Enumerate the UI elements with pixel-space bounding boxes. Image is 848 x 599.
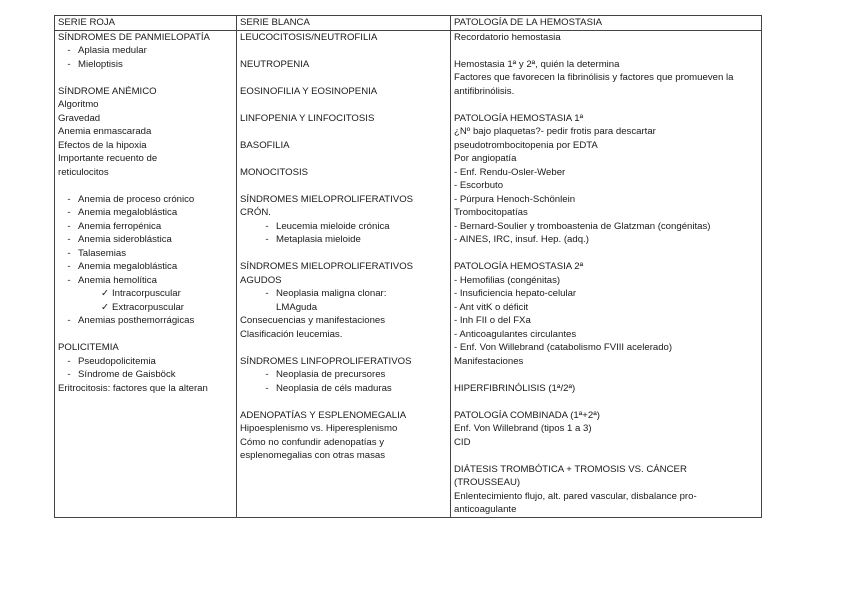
text-line: Cómo no confundir adenopatías y esplenomegalias con otras masas (240, 436, 386, 461)
text-line: Factores que favorecen la fibrinólisis y factores que promueven la antifibrinólisis. (454, 72, 734, 97)
text-line: Hemostasia 1ª y 2ª, quién la determina (454, 58, 620, 70)
combinada-title: PATOLOGÍA COMBINADA (1ª+2ª) (454, 409, 600, 421)
text-line: - Púrpura Henoch-Schönlein (454, 193, 576, 205)
list-item: - Neoplasia maligna clonar: (265, 288, 387, 299)
list-item: - Leucemia mieloide crónica (265, 220, 390, 232)
list-item: ✓ Extracorpuscular (58, 301, 233, 315)
text-line: - Anticoagulantes circulantes (454, 328, 577, 340)
linfopenia-title: LINFOPENIA Y LINFOCITOSIS (240, 112, 375, 124)
basofilia-title: BASOFILIA (240, 139, 290, 151)
list-item: - Neoplasia de precursores (265, 369, 386, 380)
policitemia-title: POLICITEMIA (58, 342, 119, 353)
neutropenia-title: NEUTROPENIA (240, 58, 310, 70)
list-item: - Neoplasia de céls maduras (265, 382, 392, 394)
serie-blanca-column (237, 30, 451, 517)
text-line: Consecuencias y manifestaciones (240, 315, 386, 326)
text-line: Anemia enmascarada (58, 126, 152, 137)
text-line: Algoritmo (58, 99, 99, 110)
header-serie-blanca: SERIE BLANCA (237, 16, 451, 31)
serie-roja-column (55, 30, 237, 517)
hemostasia-2-title: PATOLOGÍA HEMOSTASIA 2ª (454, 261, 584, 272)
header-hemostasia: PATOLOGÍA DE LA HEMOSTASIA (451, 16, 762, 31)
hiperfibrinolisis-title: HIPERFIBRINÓLISIS (1ª/2ª) (454, 382, 576, 394)
text-line: CID (454, 436, 471, 448)
checkmark-icon: ✓ (100, 301, 110, 313)
text-line: - Ant vitK o déficit (454, 301, 529, 313)
text-line: Hipoesplenismo vs. Hiperesplenismo (240, 423, 398, 434)
list-item: - Mieloptisis (67, 58, 123, 70)
header-row (55, 16, 762, 31)
list-item: - Anemia megaloblástica (67, 261, 178, 272)
text-line: Efectos de la hipoxia (58, 139, 147, 151)
text-line: Recordatorio hemostasia (454, 31, 561, 43)
list-item: - Talasemias (67, 247, 126, 259)
text-line: Manifestaciones (454, 355, 524, 367)
eosinofilia-title: EOSINOFILIA Y EOSINOPENIA (240, 85, 378, 97)
list-item: ✓ Intracorpuscular (58, 287, 233, 301)
list-item: - Anemia hemolítica (67, 274, 157, 286)
list-item: - Metaplasia mieloide (265, 234, 361, 245)
text-line: - Insuficiencia hepato-celular (454, 288, 577, 299)
list-item: - Anemia ferropénica (67, 220, 162, 232)
text-line: - Escorbuto (454, 180, 504, 191)
text-line: - Inh FII o del FXa (454, 315, 531, 326)
checkmark-icon: ✓ (100, 288, 110, 299)
monocitosis-title: MONOCITOSIS (240, 166, 309, 178)
smp-agudos-title: SÍNDROMES MIELOPROLIFERATIVOS AGUDOS (240, 261, 414, 286)
anemico-title: SÍNDROME ANÉMICO (58, 85, 157, 97)
smp-cronicos-title: SÍNDROMES MIELOPROLIFERATIVOS CRÓN. (240, 193, 414, 218)
list-item: - Aplasia medular (67, 45, 147, 56)
text-line: Eritrocitosis: factores que la alteran (58, 382, 208, 394)
text-line: - Enf. Rendu-Osler-Weber (454, 166, 566, 178)
adenopatias-title: ADENOPATÍAS Y ESPLENOMEGALIA (240, 409, 407, 421)
list-item: - Pseudopolicitemia (67, 355, 156, 367)
syllabus-table (54, 15, 762, 518)
list-item: - Anemia de proceso crónico (67, 193, 195, 205)
text-line: Gravedad (58, 112, 101, 124)
hemostasia-1-title: PATOLOGÍA HEMOSTASIA 1ª (454, 112, 584, 124)
text-line: Trombocitopatías (454, 207, 528, 218)
leucocitosis-title: LEUCOCITOSIS/NEUTROFILIA (240, 31, 378, 43)
list-item-continuation: LMAguda (276, 301, 318, 313)
text-line: ¿Nº bajo plaquetas?- pedir frotis para descartar pseudotrombocitopenia por EDTA (454, 126, 656, 151)
list-item: - Anemias posthemorrágicas (67, 315, 195, 326)
text-line: - Enf. Von Willebrand (catabolismo FVIII acelerado) (454, 342, 673, 353)
diatesis-title: DIÁTESIS TROMBÓTICA + TROMOSIS VS. CÁNCER (TROUSSEAU) (454, 463, 687, 488)
text-line: Enlentecimiento flujo, alt. pared vascular, disbalance pro-anticoagulante (454, 490, 697, 515)
text-line: Enf. Von Willebrand (tipos 1 a 3) (454, 423, 592, 434)
content-row (55, 30, 762, 517)
text-line: - Bernard-Soulier y tromboastenia de Glatzman (congénitas) (454, 220, 711, 232)
panmielopatia-title: SÍNDROMES DE PANMIELOPATÍA (58, 31, 210, 43)
slp-title: SÍNDROMES LINFOPROLIFERATIVOS (240, 355, 412, 367)
hemostasia-column (451, 30, 762, 517)
text-line: - Hemofilias (congénitas) (454, 274, 561, 286)
text-line: Por angiopatía (454, 153, 517, 164)
text-line: Clasificación leucemias. (240, 328, 343, 340)
text-line: Importante recuento de reticulocitos (58, 153, 158, 178)
list-item: - Anemia megaloblástica (67, 207, 178, 218)
list-item: - Anemia sideroblástica (67, 234, 172, 245)
header-serie-roja: SERIE ROJA (55, 16, 237, 31)
list-item: - Síndrome de Gaisböck (67, 369, 176, 380)
text-line: - AINES, IRC, insuf. Hep. (adq.) (454, 234, 589, 245)
